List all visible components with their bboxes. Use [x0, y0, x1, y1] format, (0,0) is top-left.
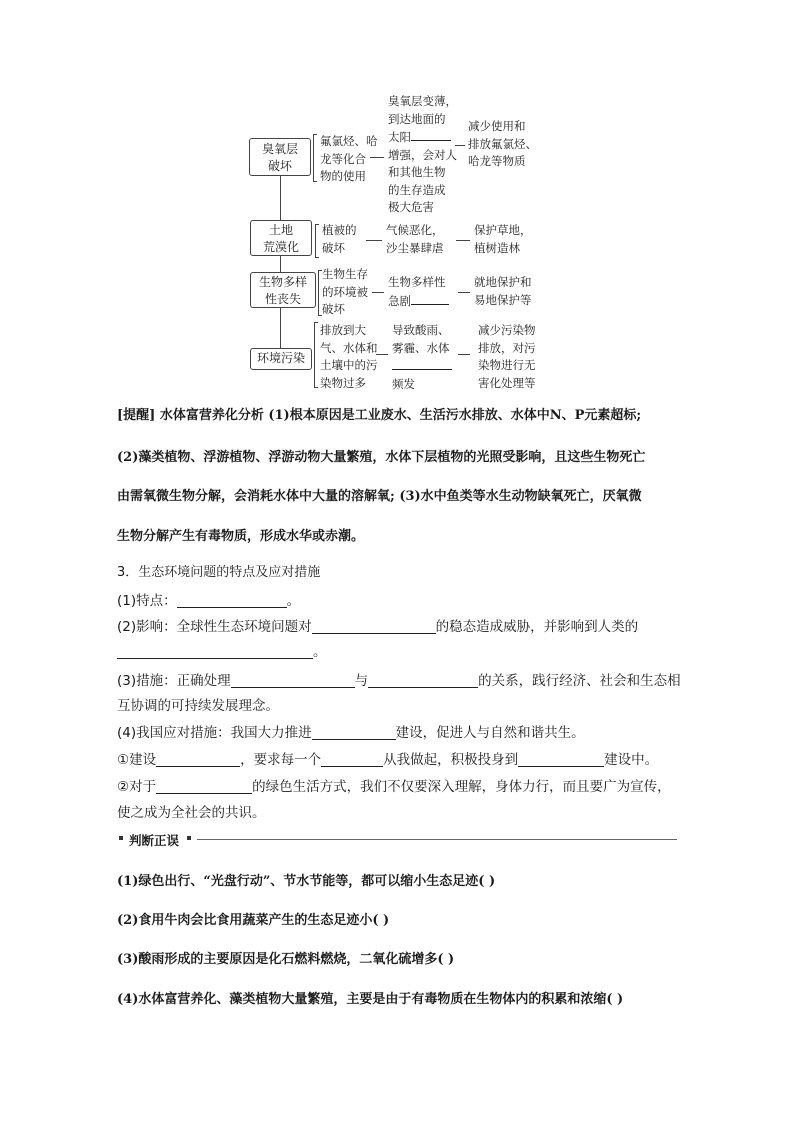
blank-measures-2[interactable]	[368, 673, 478, 688]
line-measures-cont: 互协调的可持续发展理念。	[117, 698, 279, 714]
blank-pollution[interactable]	[392, 357, 452, 370]
line-build: ①建设 ，要求每一个 从我做起，积极投身到 建设中。	[117, 752, 659, 768]
judge-item-3: (3)酸雨形成的主要原因是化石燃料燃烧，二氧化硫增多( )	[117, 952, 455, 967]
blank-measures-1[interactable]	[231, 673, 355, 688]
label-desert: 土地 荒漠化	[250, 220, 312, 256]
blank-build-1[interactable]	[156, 752, 240, 767]
blank-build-2[interactable]	[321, 752, 383, 767]
bullet-icon-right	[187, 836, 191, 840]
bullet-icon	[119, 836, 123, 840]
blank-features[interactable]	[177, 593, 287, 608]
cause-pollution: 排放到大 气、水体和 土壤中的污 染物过多	[320, 323, 378, 390]
section-heading: 3．生态环境问题的特点及应对措施	[117, 565, 321, 580]
effect-pollution: 导致酸雨、 雾霾、水体 频发	[392, 322, 452, 393]
tip-line-3: 由需氧微生物分解，会消耗水体中大量的溶解氧; (3)水中鱼类等水生动物缺氧死亡，厌氧微	[117, 489, 642, 504]
blank-impact-2[interactable]	[117, 644, 313, 659]
blank-build-3[interactable]	[518, 752, 604, 767]
brace-desert	[315, 224, 319, 258]
tip-line-2: (2)藻类植物、浮游植物、浮游动物大量繁殖，水体下层植物的光照受影响，且这些生物死亡	[117, 450, 646, 465]
judge-header	[117, 831, 677, 847]
blank-green[interactable]	[156, 779, 252, 794]
judge-item-2: (2)食用牛肉会比食用蔬菜产生的生态足迹小( )	[117, 913, 390, 928]
measure-biodiversity: 就地保护和 易地保护等	[474, 275, 532, 307]
line-china: (4)我国应对措施：我国大力推进 建设，促进人与自然和谐共生。	[117, 725, 585, 741]
brace-pollution	[314, 322, 318, 388]
cause-biodiversity: 生物生存 的环境被 破坏	[322, 267, 368, 316]
measure-ozone: 减少使用和 排放氟氯烃、 哈龙等物质	[468, 119, 537, 168]
line-measures: (3)措施：正确处理 与 的关系，践行经济、社会和生态相	[117, 673, 681, 689]
measure-pollution: 减少污染物 排放，对污 染物进行无 害化处理等	[478, 323, 536, 390]
judge-title: 判断正误	[129, 833, 180, 848]
effect-biodiversity: 生物多样性 急剧	[388, 274, 449, 310]
label-pollution: 环境污染	[250, 348, 312, 370]
label-biodiversity: 生物多样 性丧失	[250, 272, 316, 308]
line-features: (1)特点： 。	[117, 593, 301, 609]
brace-ozone	[313, 134, 317, 182]
tip-line-4: 生物分解产生有毒物质，形成水华或赤潮。	[117, 529, 365, 544]
judge-divider	[197, 839, 677, 840]
effect-ozone: 臭氧层变薄， 到达地面的 太阳 增强，会对人 和其他生物 的生存造成 极大危害	[388, 94, 457, 214]
effect-desert: 气候恶化， 沙尘暴肆虐	[386, 223, 444, 255]
blank-china[interactable]	[312, 725, 396, 740]
label-ozone: 臭氧层 破坏	[249, 138, 311, 176]
blank-impact-1[interactable]	[312, 619, 436, 634]
cause-ozone: 氟氯烃、哈 龙等化合 物的使用	[320, 134, 378, 183]
line-impact: (2)影响：全球性生态环境问题对 的稳态造成威胁，并影响到人类的	[117, 619, 639, 635]
cause-desert: 植被的 破坏	[322, 223, 357, 255]
judge-item-1: (1)绿色出行、“光盘行动”、节水节能等，都可以缩小生态足迹( )	[117, 874, 496, 889]
line-green-cont: 使之成为全社会的共识。	[117, 805, 266, 821]
line-impact-cont: 。	[117, 640, 327, 660]
blank-biodiversity[interactable]	[411, 292, 449, 305]
measure-desert: 保护草地， 植树造林	[474, 223, 532, 255]
blank-ozone[interactable]	[411, 128, 451, 141]
line-green: ②对于 的绿色生活方式，我们不仅要深入理解，身体力行，而且要广为宣传，	[117, 779, 671, 795]
tip-line-1: [提醒] 水体富营养化分析 (1)根本原因是工业废水、生活污水排放、水体中N、P元素超标;	[117, 408, 642, 423]
diagram-spine	[280, 175, 281, 350]
judge-item-4: (4)水体富营养化、藻类植物大量繁殖，主要是由于有毒物质在生物体内的积累和浓缩( )	[117, 992, 624, 1007]
